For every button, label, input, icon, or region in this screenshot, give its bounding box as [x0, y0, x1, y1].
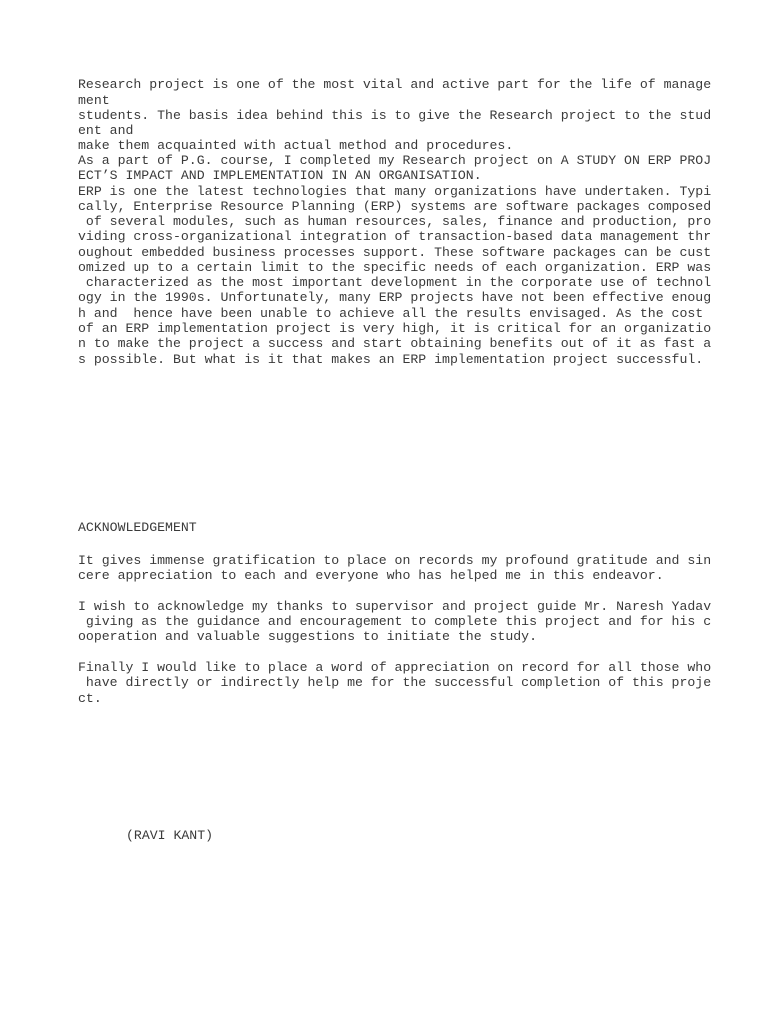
signature-name: (RAVI KANT) — [126, 828, 214, 843]
paragraph-line: ooperation and valuable suggestions to initiate the study. — [78, 629, 537, 644]
paragraph-line: giving as the guidance and encouragement to complete this project and for his c — [78, 614, 712, 629]
intro-line: n to make the project a success and start obtaining benefits out of it as fast a — [78, 336, 712, 351]
paragraph-line: ct. — [78, 691, 102, 706]
paragraph-line: cere appreciation to each and everyone who has helped me in this endeavor. — [78, 568, 664, 583]
intro-line: omized up to a certain limit to the specific needs of each organization. ERP was — [78, 260, 712, 275]
intro-line: ent and — [78, 123, 134, 138]
intro-line: As a part of P.G. course, I completed my Research project on A STUDY ON ERP PROJ — [78, 153, 712, 168]
intro-line: ERP is one the latest technologies that many organizations have undertaken. Typi — [78, 184, 712, 199]
intro-line: h and hence have been unable to achieve all the results envisaged. As the cost — [78, 306, 704, 321]
intro-line: ogy in the 1990s. Unfortunately, many ERP projects have not been effective enoug — [78, 290, 712, 305]
intro-line: ment — [78, 93, 110, 108]
intro-line: characterized as the most important development in the corporate use of technol — [78, 275, 712, 290]
intro-line: of an ERP implementation project is very high, it is critical for an organizatio — [78, 321, 712, 336]
paragraph-line: have directly or indirectly help me for the successful completion of this proje — [78, 675, 712, 690]
paragraph-line: It gives immense gratification to place on records my profound gratitude and sin — [78, 553, 712, 568]
intro-line: students. The basis idea behind this is to give the Research project to the stud — [78, 108, 712, 123]
intro-line: Research project is one of the most vital and active part for the life of manage — [78, 77, 712, 92]
acknowledgement-heading: ACKNOWLEDGEMENT — [78, 520, 197, 535]
paragraph-line: Finally I would like to place a word of appreciation on record for all those who — [78, 660, 712, 675]
intro-line: make them acquainted with actual method and procedures. — [78, 138, 514, 153]
intro-line: of several modules, such as human resources, sales, finance and production, pro — [78, 214, 712, 229]
paragraph-line: I wish to acknowledge my thanks to supervisor and project guide Mr. Naresh Yadav — [78, 599, 712, 614]
intro-line: viding cross-organizational integration of transaction-based data management thr — [78, 229, 712, 244]
intro-line: s possible. But what is it that makes an ERP implementation project successful. — [78, 352, 704, 367]
intro-line: cally, Enterprise Resource Planning (ERP) systems are software packages composed — [78, 199, 712, 214]
intro-line: ECT’S IMPACT AND IMPLEMENTATION IN AN ORGANISATION. — [78, 168, 482, 183]
intro-line: oughout embedded business processes support. These software packages can be cust — [78, 245, 712, 260]
